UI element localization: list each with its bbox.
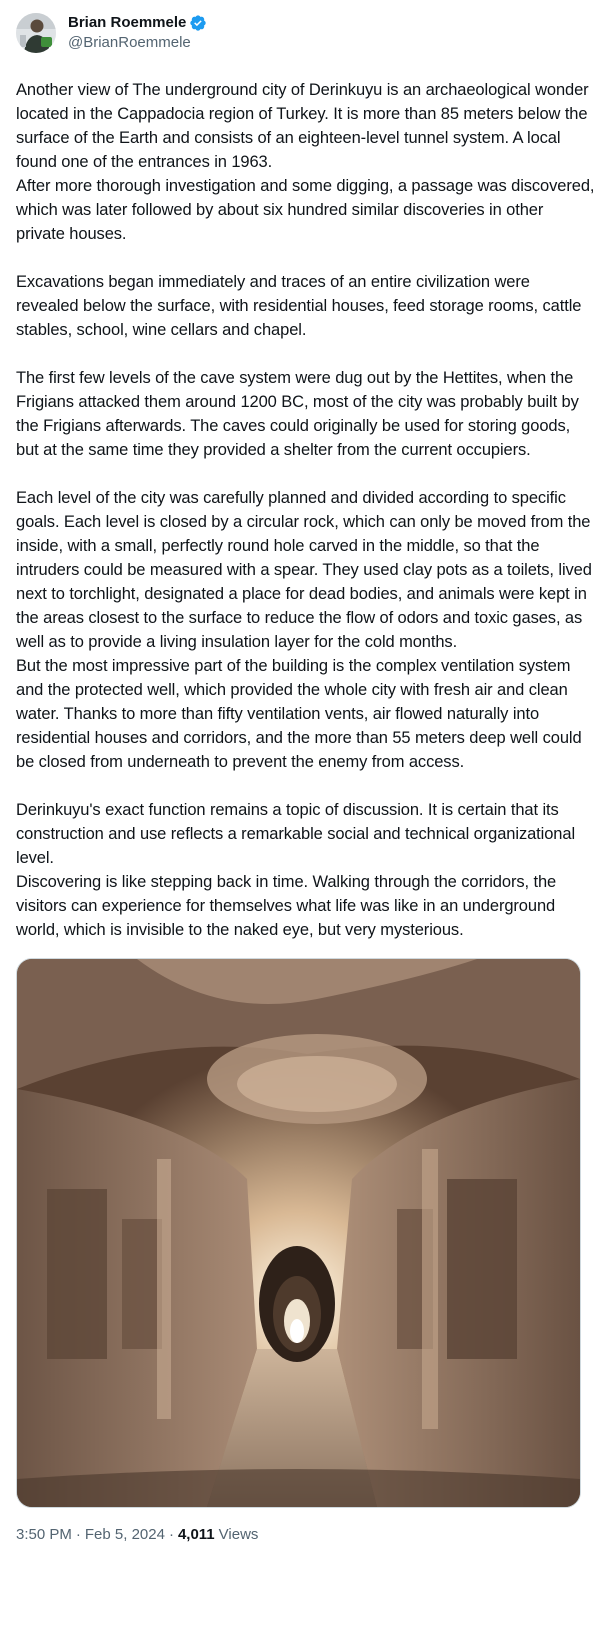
tweet-time[interactable]: 3:50 PM xyxy=(16,1526,72,1543)
views-count[interactable]: 4,011 xyxy=(177,1526,215,1543)
tweet-date[interactable]: Feb 5, 2024 xyxy=(84,1526,165,1543)
tweet-meta xyxy=(16,1526,595,1543)
meta-separator: · xyxy=(75,1526,81,1543)
tweet-header xyxy=(16,12,595,54)
author-display-name[interactable]: Brian Roemmele xyxy=(68,14,187,31)
tweet-text: Another view of The underground city of Derinkuyu is an archaeological wonder located in the Cappadocia region of Turkey. It is more than 85 meters below the surface of the Earth and consists of an eighteen-level tunnel system. A local found one of the entrances in 1963. After more thorough investigation and some digging, a passage was discovered, which was later followed by about six hundred similar discoveries in other private houses. Excavations began immediately and traces of an entire civilization were revealed below the surface, with residential houses, feed storage rooms, cattle stables, school, wine cellars and chapel. The first few levels of the cave system were dug out by the Hettites, when the Frigians attacked them around 1200 BC, most of the city was probably built by the Frigians afterwards. The caves could originally be used for storing goods, but at the same time they provided a shelter from the current occupiers. Each level of the city was carefully planned and divided according to specific goals. Each level is closed by a circular rock, which can only be moved from the inside, with a small, perfectly round hole carved in the middle, so that the intruders could be measured with a spear. They used clay pots as a toilets, lived next to torchlight, designated a place for dead bodies, and animals were kept in the areas closest to the surface to reduce the flow of odors and toxic gases, as well as to provide a living insulation layer for the cold months. But the most impressive part of the building is the complex ventilation system and the protected well, which provided the whole city with fresh air and clean water. Thanks to more than fifty ventilation vents, air flowed naturally into residential houses and corridors, and the more than 55 meters deep well could be closed from underneath to prevent the enemy from access. Derinkuyu's exact function remains a topic of discussion. It is certain that its construction and use reflects a remarkable social and technical organizational level. Discovering is like stepping back in time. Walking through the corridors, the visitors can experience for themselves what life was like in an underground world, which is invisible to the naked eye, but very mysterious. xyxy=(16,81,595,939)
author-names xyxy=(68,13,207,53)
underground-tunnel-photo xyxy=(17,959,580,1507)
views-label: Views xyxy=(218,1526,259,1543)
verified-badge-icon[interactable] xyxy=(189,14,207,32)
avatar-image xyxy=(16,13,56,53)
avatar[interactable] xyxy=(16,13,56,53)
meta-separator: · xyxy=(168,1526,174,1543)
tweet-media-image[interactable] xyxy=(16,958,581,1508)
author-handle[interactable]: @BrianRoemmele xyxy=(68,34,191,51)
display-name-row xyxy=(68,13,207,33)
